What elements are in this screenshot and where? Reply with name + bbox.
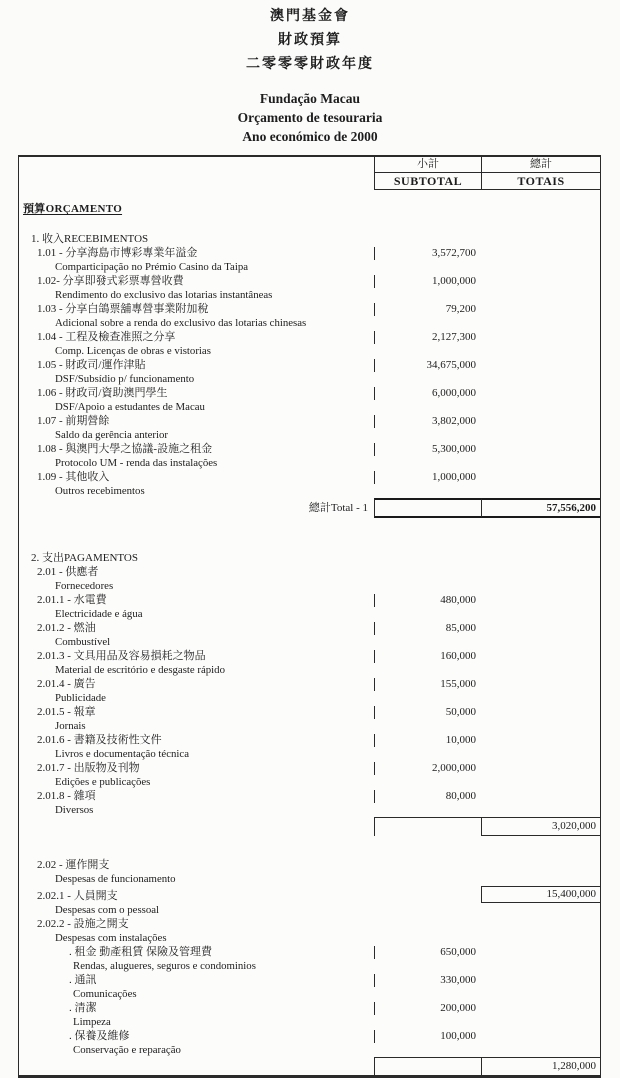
table-row	[19, 414, 600, 428]
table-row	[19, 484, 600, 498]
row-description: Conservação e reparação	[73, 1044, 181, 1056]
subtotal-cell: 2,000,000	[374, 762, 481, 775]
table-row	[19, 719, 600, 733]
budget-table-body	[19, 190, 600, 1075]
subtotal-cell	[374, 817, 481, 836]
table-header-pt-row	[19, 173, 600, 190]
row-description: 1.08 - 與澳門大學之協議-設施之租金	[37, 443, 213, 455]
row-description: 1. 收入RECEBIMENTOS	[31, 233, 149, 245]
table-row	[19, 274, 600, 288]
row-description: Jornais	[55, 720, 86, 732]
table-row	[19, 579, 600, 593]
table-row	[19, 518, 600, 549]
table-row	[19, 705, 600, 719]
header-desc-empty	[19, 173, 374, 190]
row-description: Despesas com o pessoal	[55, 904, 160, 916]
subtotal-cell: 50,000	[374, 706, 481, 719]
table-row	[19, 372, 600, 386]
table-row	[19, 649, 600, 663]
row-description: Rendas, alugueres, seguros e condominios	[73, 960, 256, 972]
row-description: Fornecedores	[55, 580, 114, 592]
table-row	[19, 987, 600, 1001]
row-description: Edições e publicações	[55, 776, 151, 788]
table-row	[19, 761, 600, 775]
header-subtotal-zh: 小計	[374, 157, 481, 173]
row-description: DSF/Subsídio p/ funcionamento	[55, 373, 195, 385]
table-row	[19, 973, 600, 987]
title-zh-budget: 財政預算	[278, 33, 342, 48]
table-row	[19, 607, 600, 621]
table-row	[19, 1029, 600, 1043]
table-row	[19, 803, 600, 817]
table-row	[19, 358, 600, 372]
subtotal-cell: 100,000	[374, 1030, 481, 1043]
table-row	[19, 470, 600, 484]
title-pt-year: Ano económico de 2000	[242, 129, 378, 144]
row-description: DSF/Apoio a estudantes de Macau	[55, 401, 205, 413]
row-description: 1.09 - 其他收入	[37, 471, 110, 483]
row-description: 1.01 - 分享海島市博彩專業年溢金	[37, 247, 198, 259]
table-row	[19, 1057, 600, 1075]
table-row	[19, 216, 600, 230]
header-subtotal-pt: SUBTOTAL	[374, 173, 481, 190]
row-description: 2. 支出PAGAMENTOS	[31, 552, 138, 564]
row-description: 總計Total - 1	[308, 501, 368, 514]
table-row	[19, 316, 600, 330]
row-description: 2.02.2 - 設施之開支	[37, 918, 129, 930]
table-row	[19, 691, 600, 705]
row-description: Adicional sobre a renda do exclusivo das lotarias chinesas	[55, 317, 307, 329]
table-row	[19, 400, 600, 414]
row-description: . 清潔	[69, 1002, 97, 1014]
row-description: 2.01.2 - 燃油	[37, 622, 96, 634]
row-description: . 租金 動產租賃 保險及管理費	[69, 946, 212, 958]
table-row	[19, 872, 600, 886]
subtotal-cell	[374, 498, 481, 518]
row-description: 1.02- 分享即發式彩票專營收費	[37, 275, 184, 287]
table-row	[19, 302, 600, 316]
table-row	[19, 945, 600, 959]
row-description: Comp. Licenças de obras e vistorias	[55, 345, 211, 357]
row-description: 1.05 - 財政司/運作津貼	[37, 359, 146, 371]
header-totals-zh: 總計	[481, 157, 600, 173]
table-row	[19, 817, 600, 836]
row-description: 2.01.4 - 廣告	[37, 678, 96, 690]
row-description: Protocolo UM - renda das instalações	[55, 457, 218, 469]
row-description: Diversos	[55, 804, 94, 816]
row-description: 2.01.3 - 文具用品及容易損耗之物品	[37, 650, 206, 662]
table-row	[19, 677, 600, 691]
row-description: 1.07 - 前期營餘	[37, 415, 110, 427]
title-pt-org: Fundação Macau	[259, 91, 361, 106]
budget-table	[18, 155, 601, 1078]
row-description: 預算ORÇAMENTO	[23, 203, 123, 215]
row-description: Rendimento do exclusivo das lotarias instantâneas	[55, 289, 273, 301]
subtotal-cell: 1,000,000	[374, 275, 481, 288]
table-row	[19, 621, 600, 635]
subtotal-cell: 3,572,700	[374, 247, 481, 260]
table-row	[19, 836, 600, 858]
row-description: 2.01 - 供應者	[37, 566, 99, 578]
table-row	[19, 858, 600, 872]
subtotal-cell: 85,000	[374, 622, 481, 635]
row-description: 1.06 - 財政司/資助澳門學生	[37, 387, 168, 399]
row-description: . 保養及維修	[69, 1030, 130, 1042]
row-description: Limpeza	[73, 1016, 111, 1028]
table-row	[19, 565, 600, 579]
subtotal-cell: 10,000	[374, 734, 481, 747]
table-row	[19, 789, 600, 803]
table-row	[19, 190, 600, 216]
row-description: Despesas com instalações	[55, 932, 167, 944]
table-row	[19, 959, 600, 973]
table-row	[19, 260, 600, 274]
table-row	[19, 886, 600, 903]
table-row	[19, 428, 600, 442]
subtotal-cell: 650,000	[374, 946, 481, 959]
row-description: 1.04 - 工程及檢查准照之分享	[37, 331, 176, 343]
row-description: . 通訊	[69, 974, 97, 986]
table-row	[19, 663, 600, 677]
totals-cell: 3,020,000	[481, 817, 600, 836]
row-description: Publicidade	[55, 692, 106, 704]
row-description: Livros e documentação técnica	[55, 748, 189, 760]
row-description: Electricidade e água	[55, 608, 143, 620]
row-description: 2.01.6 - 書籍及技術性文件	[37, 734, 162, 746]
subtotal-cell: 1,000,000	[374, 471, 481, 484]
row-description: 2.01.8 - 雜項	[37, 790, 96, 802]
table-row	[19, 344, 600, 358]
row-description: Despesas de funcionamento	[55, 873, 176, 885]
subtotal-cell: 80,000	[374, 790, 481, 803]
table-row	[19, 747, 600, 761]
table-row	[19, 330, 600, 344]
table-row	[19, 442, 600, 456]
table-row	[19, 246, 600, 260]
row-description: 2.02 - 運作開支	[37, 859, 110, 871]
subtotal-cell: 155,000	[374, 678, 481, 691]
row-description: 2.01.7 - 出版物及刊物	[37, 762, 140, 774]
table-row	[19, 1043, 600, 1057]
row-description: 2.01.1 - 水電費	[37, 594, 107, 606]
subtotal-cell: 200,000	[374, 1002, 481, 1015]
table-row	[19, 549, 600, 565]
table-row	[19, 498, 600, 518]
row-description: Material de escritório e desgaste rápido	[55, 664, 225, 676]
row-description: Combustível	[55, 636, 111, 648]
row-description: 1.03 - 分享白鴿票舖專營事業附加稅	[37, 303, 209, 315]
subtotal-cell: 6,000,000	[374, 387, 481, 400]
title-zh-year: 二零零零財政年度	[246, 57, 374, 72]
table-row	[19, 593, 600, 607]
row-description: 2.02.1 - 人員開支	[37, 890, 118, 902]
totals-cell: 15,400,000	[481, 886, 600, 903]
title-pt-block	[0, 89, 620, 146]
table-row	[19, 635, 600, 649]
subtotal-cell: 2,127,300	[374, 331, 481, 344]
table-row	[19, 903, 600, 917]
subtotal-cell: 79,200	[374, 303, 481, 316]
subtotal-cell: 3,802,000	[374, 415, 481, 428]
row-description: 2.01.5 - 報章	[37, 706, 96, 718]
row-description: Comparticipação no Prémio Casino da Taipa	[55, 261, 249, 273]
table-row	[19, 733, 600, 747]
title-zh-org: 澳門基金會	[270, 9, 350, 24]
subtotal-cell: 5,300,000	[374, 443, 481, 456]
subtotal-cell: 480,000	[374, 594, 481, 607]
totals-cell: 57,556,200	[481, 498, 600, 518]
subtotal-cell	[374, 1057, 481, 1075]
title-block	[0, 0, 620, 146]
table-row	[19, 1001, 600, 1015]
table-row	[19, 931, 600, 945]
subtotal-cell: 330,000	[374, 974, 481, 987]
row-description: Comunicações	[73, 988, 137, 1000]
table-row	[19, 386, 600, 400]
subtotal-cell: 34,675,000	[374, 359, 481, 372]
table-row	[19, 230, 600, 246]
table-row	[19, 456, 600, 470]
row-description: Saldo da gerência anterior	[55, 429, 169, 441]
title-pt-budget: Orçamento de tesouraria	[237, 110, 383, 125]
header-totals-pt: TOTAIS	[481, 173, 600, 190]
row-description: Outros recebimentos	[55, 485, 145, 497]
table-row	[19, 1015, 600, 1029]
subtotal-cell: 160,000	[374, 650, 481, 663]
totals-cell: 1,280,000	[481, 1057, 600, 1075]
table-header-zh-row	[19, 157, 600, 173]
table-row	[19, 917, 600, 931]
table-row	[19, 775, 600, 789]
header-desc-empty	[19, 157, 374, 173]
table-row	[19, 288, 600, 302]
